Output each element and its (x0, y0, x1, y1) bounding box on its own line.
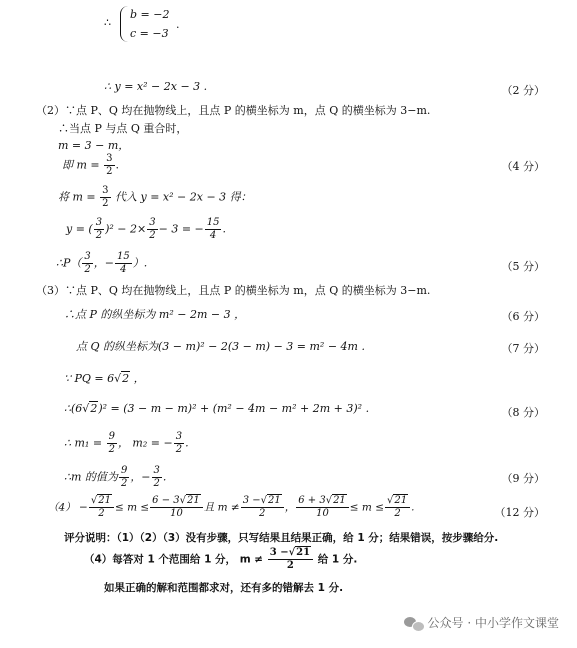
frac-num (89, 496, 114, 508)
p2-mval: 即 m = $\frac{3}{2}$ . (62, 153, 120, 177)
sqrt-21c: √21 (260, 495, 281, 506)
frac-9-2 (107, 432, 117, 455)
p2-P-post: ）. (132, 256, 148, 270)
frac-num (385, 496, 410, 508)
sqrt-2: √2 (114, 372, 130, 385)
watermark-text: 公众号 · 中小学作文课堂 (427, 616, 559, 630)
frac-num (296, 496, 349, 508)
wechat-icon (404, 615, 424, 631)
score-9: （9 分） (501, 472, 545, 485)
frac-num: 3 (153, 465, 160, 476)
frac-num: 3 (102, 185, 109, 196)
frac-15-4b (115, 252, 132, 275)
score-2: （2 分） (501, 84, 545, 97)
frac-num: 3 (84, 251, 91, 262)
p2-y-mid1: )² − 2× (105, 222, 147, 236)
sqrt-21b: √21 (179, 495, 200, 506)
frac-den: 2 (98, 508, 105, 519)
p3-eq-pre: ∴(6 (64, 402, 83, 415)
frac-den: 2 (102, 198, 109, 209)
p2-eq: m = 3 − m， (58, 139, 130, 152)
p4-le1: ≤ m ≤ (114, 501, 150, 514)
system-c: c = −3 (130, 27, 169, 40)
sqrt-radicand: 21 (98, 495, 111, 506)
note2-post: 给 1 分. (317, 553, 358, 566)
frac-3-2e (82, 252, 92, 275)
score-12: （12 分） (494, 506, 545, 519)
p4-end: . (411, 501, 415, 514)
p2-y-calc: y = ( $\frac{3}{2}$ )² − 2× $\frac{3}{2}$ − 3 = − $\frac{15}{4}$ . (66, 217, 226, 241)
frac-num (241, 496, 284, 508)
p4-label: （4） − (48, 501, 88, 514)
frac-den: 2 (149, 230, 156, 241)
p2-intro: （2）∵点 P、Q 均在抛物线上，且点 P 的横坐标为 m，点 Q 的横坐标为 3−m. (36, 104, 431, 117)
note2-pre: （4）每答对 1 个范围给 1 分， m ≠ (84, 553, 264, 566)
frac-num: 3 (95, 217, 103, 228)
p3-m-roots: ∴ m₁ = $\frac{9}{2}$ ， m₂ = − $\frac{3}{2}$ . (64, 431, 189, 455)
frac-den: 10 (316, 508, 329, 519)
p2-mval-pre: 即 m = (62, 158, 100, 172)
frac-3-2d (147, 218, 157, 241)
p2-y-pre: y = ( (66, 222, 93, 236)
p4-and: 且 m ≠ (203, 501, 240, 514)
therefore-symbol: ∴ (104, 16, 111, 29)
frac-den: 4 (209, 230, 217, 241)
p2-P-sep: ，− (93, 256, 114, 270)
p3-PQ-pre: ∵ PQ = 6 (64, 372, 115, 385)
system-brace (120, 6, 129, 42)
sqrt-21d: √21 (325, 495, 346, 506)
frac-3-2c (94, 218, 104, 241)
frac-den: 10 (170, 508, 183, 519)
sqrt-radicand: 21 (267, 495, 281, 506)
grading-note-2 (84, 548, 357, 571)
p4-n2: 3 − (242, 495, 261, 506)
frac-den: 2 (175, 444, 183, 455)
frac-3-2b (100, 186, 110, 209)
frac-den: 2 (153, 478, 160, 489)
frac-sqrt21-2 (385, 496, 410, 519)
p3-intro: （3）∵点 P、Q 均在抛物线上，且点 P 的横坐标为 m，点 Q 的横坐标为 3−m. (36, 284, 431, 297)
p4-answer (48, 496, 414, 519)
watermark (404, 614, 559, 631)
frac-note2 (268, 548, 313, 571)
frac-num: 15 (117, 251, 130, 262)
p2-P-pre: ∴P（ (56, 256, 82, 270)
frac-num: 15 (206, 217, 220, 228)
score-6: （6 分） (501, 310, 545, 323)
score-7: （7 分） (501, 342, 545, 355)
p4-comma: ， (284, 501, 296, 514)
grading-note-3: 如果正确的解和范围都求对，还有多的错解去 1 分. (104, 582, 344, 594)
y-result-line: ∴ y = x² − 2x − 3 . (104, 80, 208, 93)
frac-3-2 (104, 154, 114, 177)
p2-coincide: ∴当点 P 与点 Q 重合时， (58, 122, 188, 135)
sqrt-2b: √2 (82, 402, 98, 415)
frac-den: 2 (95, 230, 103, 241)
p2-y-mid2: − 3 = − (158, 222, 204, 236)
p3-PQ: ∵ PQ = 6√2 ， (64, 372, 145, 385)
frac-den: 2 (286, 560, 294, 571)
frac-num (268, 548, 313, 560)
score-4: （4 分） (501, 160, 545, 173)
frac-6p3sqrt21-10 (296, 496, 349, 519)
frac-3-2g (152, 466, 162, 489)
sqrt-radicand: 21 (296, 547, 311, 558)
frac-6m3sqrt21-10 (150, 496, 203, 519)
sqrt-radicand: 2 (122, 372, 130, 385)
frac-den: 2 (108, 444, 115, 455)
p3-Qy: 点 Q 的纵坐标为(3 − m)² − 2(3 − m) − 3 = m² − 4m . (76, 340, 365, 353)
p3-m2-pre: ， m₂ = − (117, 436, 173, 450)
p3-Py: ∴点 P 的纵坐标为 m² − 2m − 3 ， (64, 308, 246, 321)
sqrt-21e: √21 (387, 495, 408, 506)
sqrt-radicand: 21 (187, 495, 200, 506)
p2-sub-post: 代入 y = x² − 2x − 3 得： (115, 190, 252, 204)
frac-den: 2 (106, 166, 113, 177)
sqrt-radicand: 2 (90, 402, 98, 415)
score-8: （8 分） (501, 406, 545, 419)
frac-num: 9 (108, 431, 115, 442)
frac-den: 2 (120, 478, 128, 489)
p2-sub (58, 186, 252, 209)
p4-le2: ≤ m ≤ (349, 501, 385, 514)
frac-num: 3 (175, 431, 183, 442)
p3-mval-sep: ，− (130, 470, 151, 484)
p2-sub-pre: 将 m = (58, 190, 96, 204)
frac-3msqrt21-2 (241, 496, 284, 519)
p3-mval (64, 466, 166, 489)
grading-note-1: 评分说明：（1）（2）（3）没有步骤，只写结果且结果正确，给 1 分；结果错误，按步骤给分. (64, 532, 499, 544)
frac-den: 2 (394, 508, 401, 519)
frac-15-4 (205, 218, 222, 241)
frac-num: 3 (149, 217, 156, 228)
frac-num: 9 (120, 465, 128, 476)
p3-mval-pre: ∴m 的值为 (64, 470, 118, 484)
note2-n: 3 − (269, 547, 289, 558)
frac-9-2b (119, 466, 129, 489)
sqrt-21: √21 (90, 495, 111, 506)
score-5: （5 分） (501, 260, 545, 273)
frac-num (150, 496, 203, 508)
system-dot: . (176, 18, 180, 31)
frac-den: 4 (120, 264, 127, 275)
sqrt-21f: √21 (288, 547, 311, 558)
p4-n1: 6 − 3 (152, 495, 180, 506)
p3-eq-post: )² = (3 − m − m)² + (m² − 4m − m² + 2m + 3)² . (98, 402, 370, 415)
p4-n3: 6 + 3 (298, 495, 326, 506)
frac-den: 2 (84, 264, 91, 275)
sqrt-radicand: 21 (333, 495, 346, 506)
frac-num: 3 (106, 153, 113, 164)
frac-3-2f (174, 432, 184, 455)
p2-P (56, 252, 147, 275)
frac-neg-sqrt21-2 (89, 496, 114, 519)
p3-m1-pre: ∴ m₁ = (64, 436, 103, 450)
p3-eq (64, 402, 369, 415)
frac-den: 2 (259, 508, 266, 519)
sqrt-radicand: 21 (394, 495, 408, 506)
p3-mval-post: . (162, 470, 167, 484)
system-b: b = −2 (130, 8, 170, 21)
